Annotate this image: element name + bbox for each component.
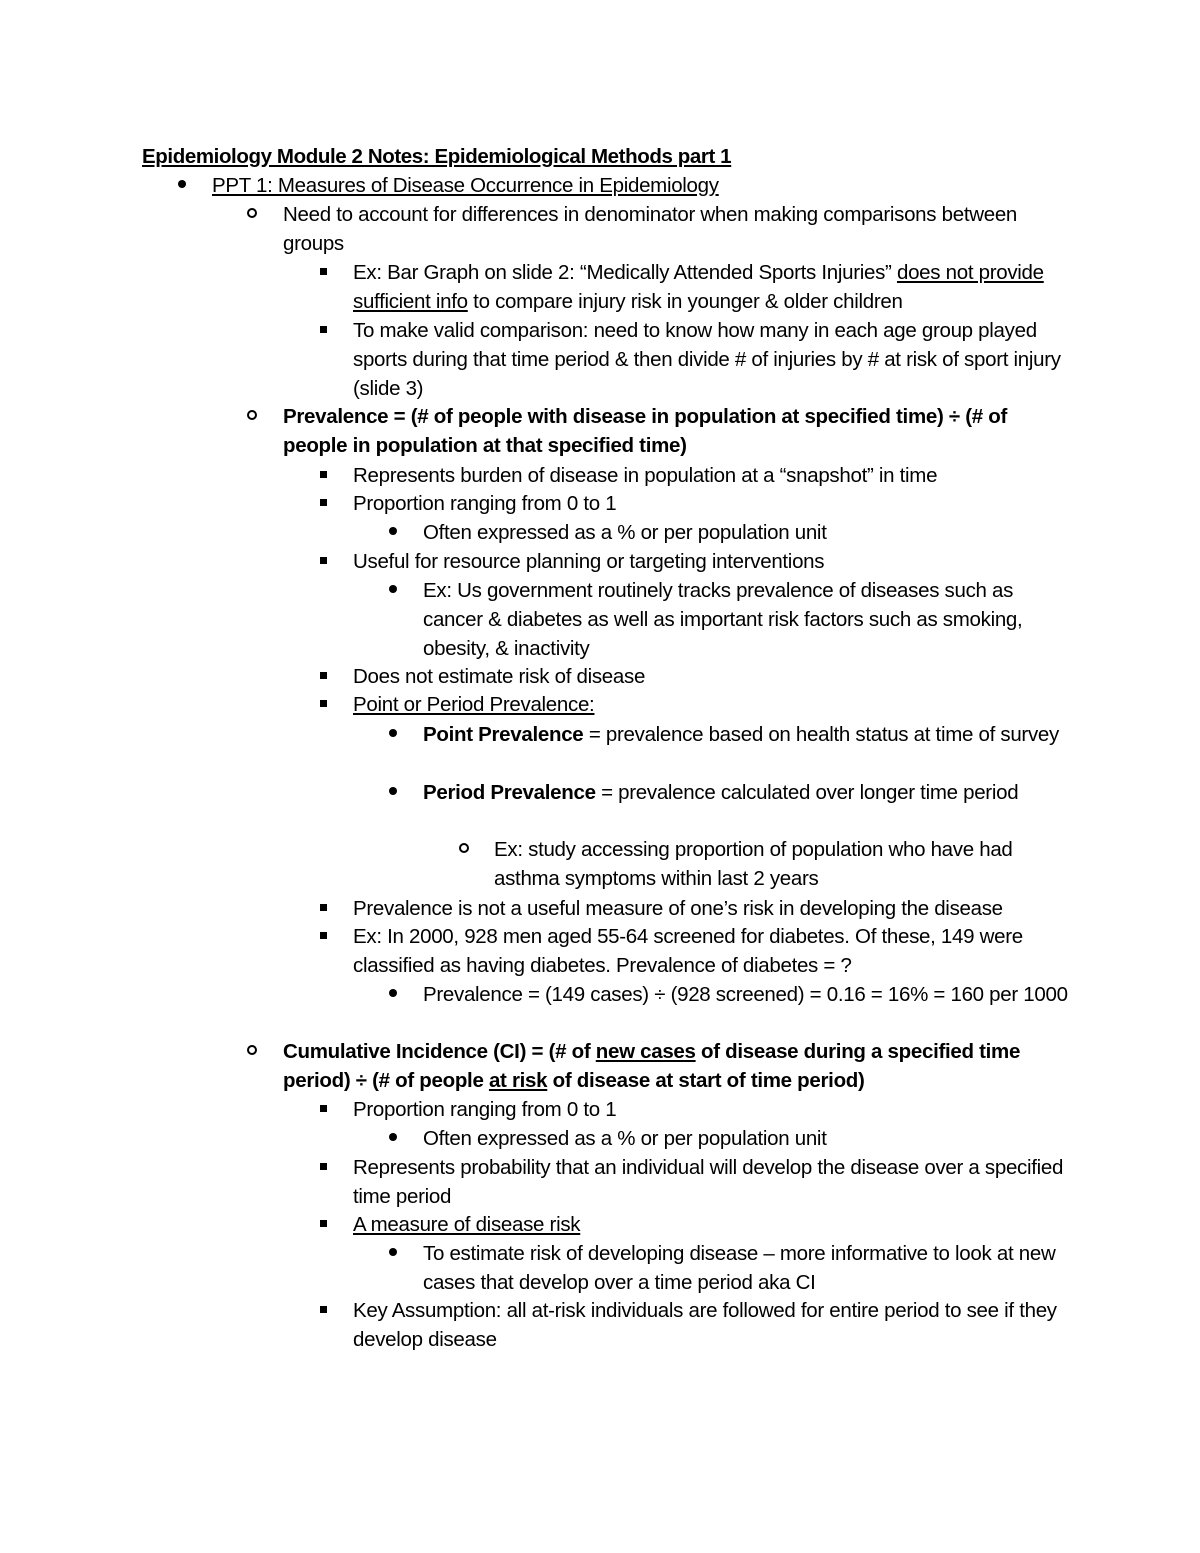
valid-comparison-text: To make valid comparison: need to know how many in each age group played sports during that time period & then divide # of injuries by # at risk of sport injury (slide 3) xyxy=(353,319,1061,400)
bullet-square-icon xyxy=(313,1210,333,1239)
list-item-proportion xyxy=(353,489,1073,518)
list-item-ci xyxy=(283,1037,1073,1095)
bullet-square-icon xyxy=(313,1153,333,1182)
proportion-2-text: Proportion ranging from 0 to 1 xyxy=(353,1098,617,1121)
bullet-square-icon xyxy=(313,489,333,518)
bar-graph-text-a: Ex: Bar Graph on slide 2: “Medically Attended Sports Injuries” xyxy=(353,261,897,284)
bullet-ring-icon xyxy=(242,200,262,229)
bullet-ring-icon xyxy=(242,1037,262,1066)
bar-graph-text xyxy=(353,258,1073,316)
list-item-point-prevalence xyxy=(423,720,1073,749)
useful-text: Useful for resource planning or targeting interventions xyxy=(353,550,825,573)
bullet-dot-icon xyxy=(383,980,403,1009)
page-title: Epidemiology Module 2 Notes: Epidemiological Methods part 1 xyxy=(142,145,732,168)
list-item-measure-risk xyxy=(353,1210,1073,1239)
list-item-often-2 xyxy=(423,1124,1073,1153)
ci-definition-e: of disease at start of time period) xyxy=(547,1069,865,1092)
period-prevalence-label: Period Prevalence xyxy=(423,781,596,804)
list-item-prevalence xyxy=(283,402,1073,460)
calc-text: Prevalence = (149 cases) ÷ (928 screened) = 0.16 = 16% = 160 per 1000 xyxy=(423,983,1068,1006)
not-useful-text: Prevalence is not a useful measure of one’s risk in developing the disease xyxy=(353,897,1003,920)
bullet-square-icon xyxy=(313,922,333,951)
ci-at-risk: at risk xyxy=(488,1069,548,1092)
point-prevalence-text xyxy=(423,720,1073,749)
bar-graph-text-underlined: does not provide sufficient info xyxy=(353,261,1044,313)
us-gov-text: Ex: Us government routinely tracks prevalence of diseases such as cancer & diabetes as well as important risk factors such as smoking, obesity, & inactivity xyxy=(423,579,1023,660)
proportion-text: Proportion ranging from 0 to 1 xyxy=(353,492,617,515)
bullet-ring-icon xyxy=(454,835,474,864)
ex-2000-text: Ex: In 2000, 928 men aged 55-64 screened for diabetes. Of these, 149 were classified as having diabetes. Prevalence of diabetes = ? xyxy=(353,925,1023,977)
bullet-dot-icon xyxy=(383,720,403,749)
bullet-square-icon xyxy=(313,461,333,490)
burden-text: Represents burden of disease in population at a “snapshot” in time xyxy=(353,464,938,487)
list-item-not-useful xyxy=(353,894,1073,923)
bar-graph-text-c: to compare injury risk in younger & older children xyxy=(467,290,903,313)
not-estimate-text: Does not estimate risk of disease xyxy=(353,665,646,688)
often-2-text: Often expressed as a % or per population unit xyxy=(423,1127,827,1150)
measure-risk-text: A measure of disease risk xyxy=(353,1213,581,1236)
list-item-often xyxy=(423,518,1073,547)
ci-definition-a: Cumulative Incidence (CI) = (# of xyxy=(283,1040,596,1063)
ci-definition-c: of disease during a specified time period) ÷ (# of people xyxy=(283,1040,1021,1092)
point-prevalence-definition: = prevalence based on health status at time of survey xyxy=(583,723,1059,746)
bullet-square-icon xyxy=(313,1095,333,1124)
list-item-denominator xyxy=(283,200,1073,258)
list-item-ex-2000 xyxy=(353,922,1073,980)
key-assumption-text: Key Assumption: all at-risk individuals are followed for entire period to see if they develop disease xyxy=(353,1299,1057,1351)
bullet-dot-icon xyxy=(383,1239,403,1268)
list-item-bar-graph xyxy=(353,258,1073,316)
list-item-period-prevalence xyxy=(423,778,1073,807)
period-prevalence-definition: = prevalence calculated over longer time period xyxy=(595,781,1019,804)
list-item-asthma xyxy=(494,835,1074,893)
asthma-text: Ex: study accessing proportion of population who have had asthma symptoms within last 2 years xyxy=(494,838,1013,890)
point-prevalence-label: Point Prevalence xyxy=(423,723,584,746)
period-prevalence-text xyxy=(423,778,1073,807)
list-item-point-or-period xyxy=(353,690,1073,719)
bullet-dot-icon xyxy=(172,171,192,200)
list-item-calc xyxy=(423,980,1073,1009)
bullet-ring-icon xyxy=(242,402,262,431)
list-item-proportion-2 xyxy=(353,1095,1073,1124)
bullet-dot-icon xyxy=(383,518,403,547)
list-item-probability xyxy=(353,1153,1073,1211)
bullet-dot-icon xyxy=(383,1124,403,1153)
bullet-square-icon xyxy=(313,894,333,923)
bullet-square-icon xyxy=(313,662,333,691)
denominator-text: Need to account for differences in denominator when making comparisons between groups xyxy=(283,203,1018,255)
bullet-dot-icon xyxy=(383,778,403,807)
ci-definition xyxy=(283,1037,1073,1095)
list-item-not-estimate xyxy=(353,662,1073,691)
estimate-risk-text: To estimate risk of developing disease – more informative to look at new cases that develop over a time period aka CI xyxy=(423,1242,1056,1294)
prevalence-definition: Prevalence = (# of people with disease in population at specified time) ÷ (# of people in population at that specified time) xyxy=(283,405,1008,457)
list-item-burden xyxy=(353,461,1073,490)
list-item-valid-comparison xyxy=(353,316,1073,403)
bullet-square-icon xyxy=(313,316,333,345)
list-item-us-gov xyxy=(423,576,1073,663)
point-or-period-text: Point or Period Prevalence: xyxy=(353,693,595,716)
list-item-estimate-risk xyxy=(423,1239,1073,1297)
list-item-ppt1 xyxy=(212,171,1072,200)
bullet-square-icon xyxy=(313,1296,333,1325)
bullet-square-icon xyxy=(313,547,333,576)
bullet-square-icon xyxy=(313,258,333,287)
ci-new-cases: new cases xyxy=(595,1040,696,1063)
bullet-dot-icon xyxy=(383,576,403,605)
ppt1-heading: PPT 1: Measures of Disease Occurrence in Epidemiology xyxy=(212,174,719,197)
probability-text: Represents probability that an individual will develop the disease over a specified time period xyxy=(353,1156,1064,1208)
list-item-useful xyxy=(353,547,1073,576)
list-item-key-assumption xyxy=(353,1296,1073,1354)
often-text: Often expressed as a % or per population unit xyxy=(423,521,827,544)
bullet-square-icon xyxy=(313,690,333,719)
